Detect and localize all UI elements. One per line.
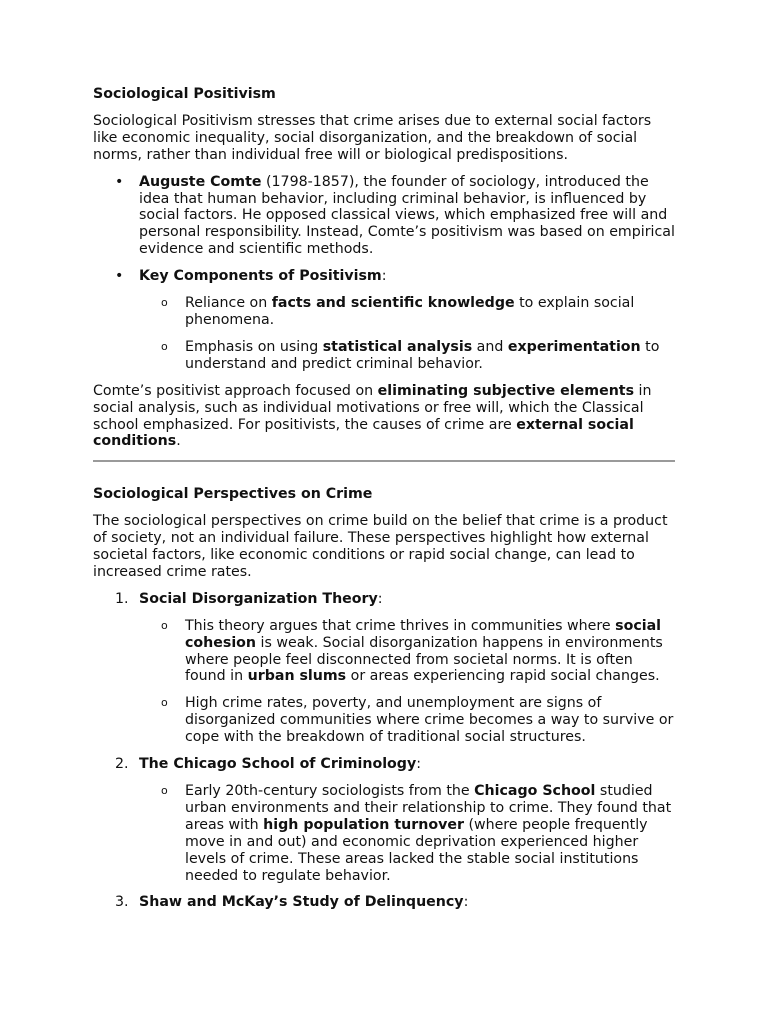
item-colon: :: [463, 894, 469, 911]
key-components-colon: :: [381, 268, 387, 285]
item-label: The Chicago School of Criminology: [139, 756, 417, 773]
sublist-item-cohesion: [139, 618, 675, 686]
item-label: Social Disorganization Theory: [139, 590, 378, 607]
section-title-positivism: Sociological Positivism: [93, 86, 276, 102]
text-span: High crime rates, poverty, and unemployment are signs of disorganized communities where crime becomes a way to survive or cope with the breakdown of traditional social structures.: [185, 695, 674, 746]
list-number: 3.: [115, 894, 129, 911]
circle-bullet-icon: o: [161, 296, 168, 310]
bold-span: experimentation: [507, 338, 641, 355]
bold-span: statistical analysis: [322, 338, 473, 355]
sublist-item-facts: [139, 295, 675, 329]
chicago-school-sublist: [139, 783, 675, 884]
text-span: to explain social phenomena.: [185, 295, 635, 328]
text-span: and: [472, 338, 508, 355]
section-divider: [93, 460, 675, 462]
text-span: Emphasis on using: [185, 338, 323, 355]
key-components-label: Key Components of Positivism: [139, 268, 382, 285]
comte-name: Auguste Comte: [139, 173, 262, 190]
perspectives-intro: The sociological perspectives on crime build on the belief that crime is a product of society, not an individual failure. These perspectives highlight how external societal factors, like economic conditions or rapid social change, can lead to increased crime rates.: [93, 513, 668, 580]
comte-text: (1798-1857), the founder of sociology, introduced the idea that human behavior, including criminal behavior, is influenced by social factors. He opposed classical views, which emphasized free will and personal responsibility. Instead, Comte’s positivism was based on empirical evidence and scientific methods.: [139, 173, 675, 258]
key-components-sublist: [139, 295, 675, 373]
list-number: 2.: [115, 756, 129, 773]
positivism-list: [93, 174, 675, 373]
text-span: is weak. Social disorganization happens in environments where people feel disconnected from societal norms. It is often found in: [185, 634, 663, 685]
bold-span: eliminating subjective elements: [377, 382, 635, 399]
positivism-intro: Sociological Positivism stresses that crime arises due to external social factors like economic inequality, social disorganization, and the breakdown of social norms, rather than individual free will or biological predispositions.: [93, 112, 652, 163]
section-title-perspectives: Sociological Perspectives on Crime: [93, 486, 373, 503]
text-span: or areas experiencing rapid social changes.: [346, 668, 660, 685]
text-span: Reliance on: [185, 295, 272, 312]
social-disorganization-sublist: [139, 618, 675, 746]
bold-span: facts and scientific knowledge: [271, 295, 515, 312]
list-number: 1.: [115, 590, 129, 607]
bold-span: social cohesion: [185, 617, 662, 651]
list-item-shaw-mckay: [93, 894, 675, 911]
bullet-icon: •: [115, 268, 124, 285]
document-page: [93, 86, 675, 921]
bold-span: high population turnover: [263, 816, 464, 833]
circle-bullet-icon: o: [161, 696, 168, 710]
text-span: studied urban environments and their relationship to crime. They found that areas with: [185, 783, 672, 833]
text-span: This theory argues that crime thrives in communities where: [185, 617, 616, 634]
list-item-chicago-school: [93, 756, 675, 884]
list-item-key-components: [93, 268, 675, 373]
item-colon: :: [377, 590, 383, 607]
text-span: Early 20th-century sociologists from the: [185, 783, 475, 799]
circle-bullet-icon: o: [161, 339, 168, 353]
text-span: in social analysis, such as individual motivations or free will, which the Classical school emphasized. For positivists, the causes of crime are: [93, 382, 652, 433]
bold-span: Chicago School: [474, 783, 596, 799]
circle-bullet-icon: o: [161, 618, 168, 632]
bold-span: external social conditions: [93, 416, 634, 450]
list-item-social-disorganization: [93, 591, 675, 746]
text-span: to understand and predict criminal behavior.: [185, 338, 660, 372]
positivism-closing: [93, 383, 675, 451]
list-item-comte: [93, 174, 675, 259]
sublist-item-crime-rates: [139, 695, 675, 746]
circle-bullet-icon: o: [161, 784, 168, 797]
sublist-item-chicago-study: [139, 783, 675, 884]
sublist-item-statistics: [139, 339, 675, 373]
text-span: Comte’s positivist approach focused on: [93, 382, 378, 399]
item-label: Shaw and McKay’s Study of Delinquency: [139, 894, 464, 911]
perspectives-list: [93, 591, 675, 912]
text-span: .: [176, 433, 181, 450]
item-colon: :: [416, 756, 421, 773]
text-span: (where people frequently move in and out) and economic deprivation experienced higher levels of crime. These areas lacked the stable social institutions needed to regulate behavior.: [185, 816, 648, 884]
bullet-icon: •: [115, 173, 124, 190]
bold-span: urban slums: [247, 668, 347, 685]
